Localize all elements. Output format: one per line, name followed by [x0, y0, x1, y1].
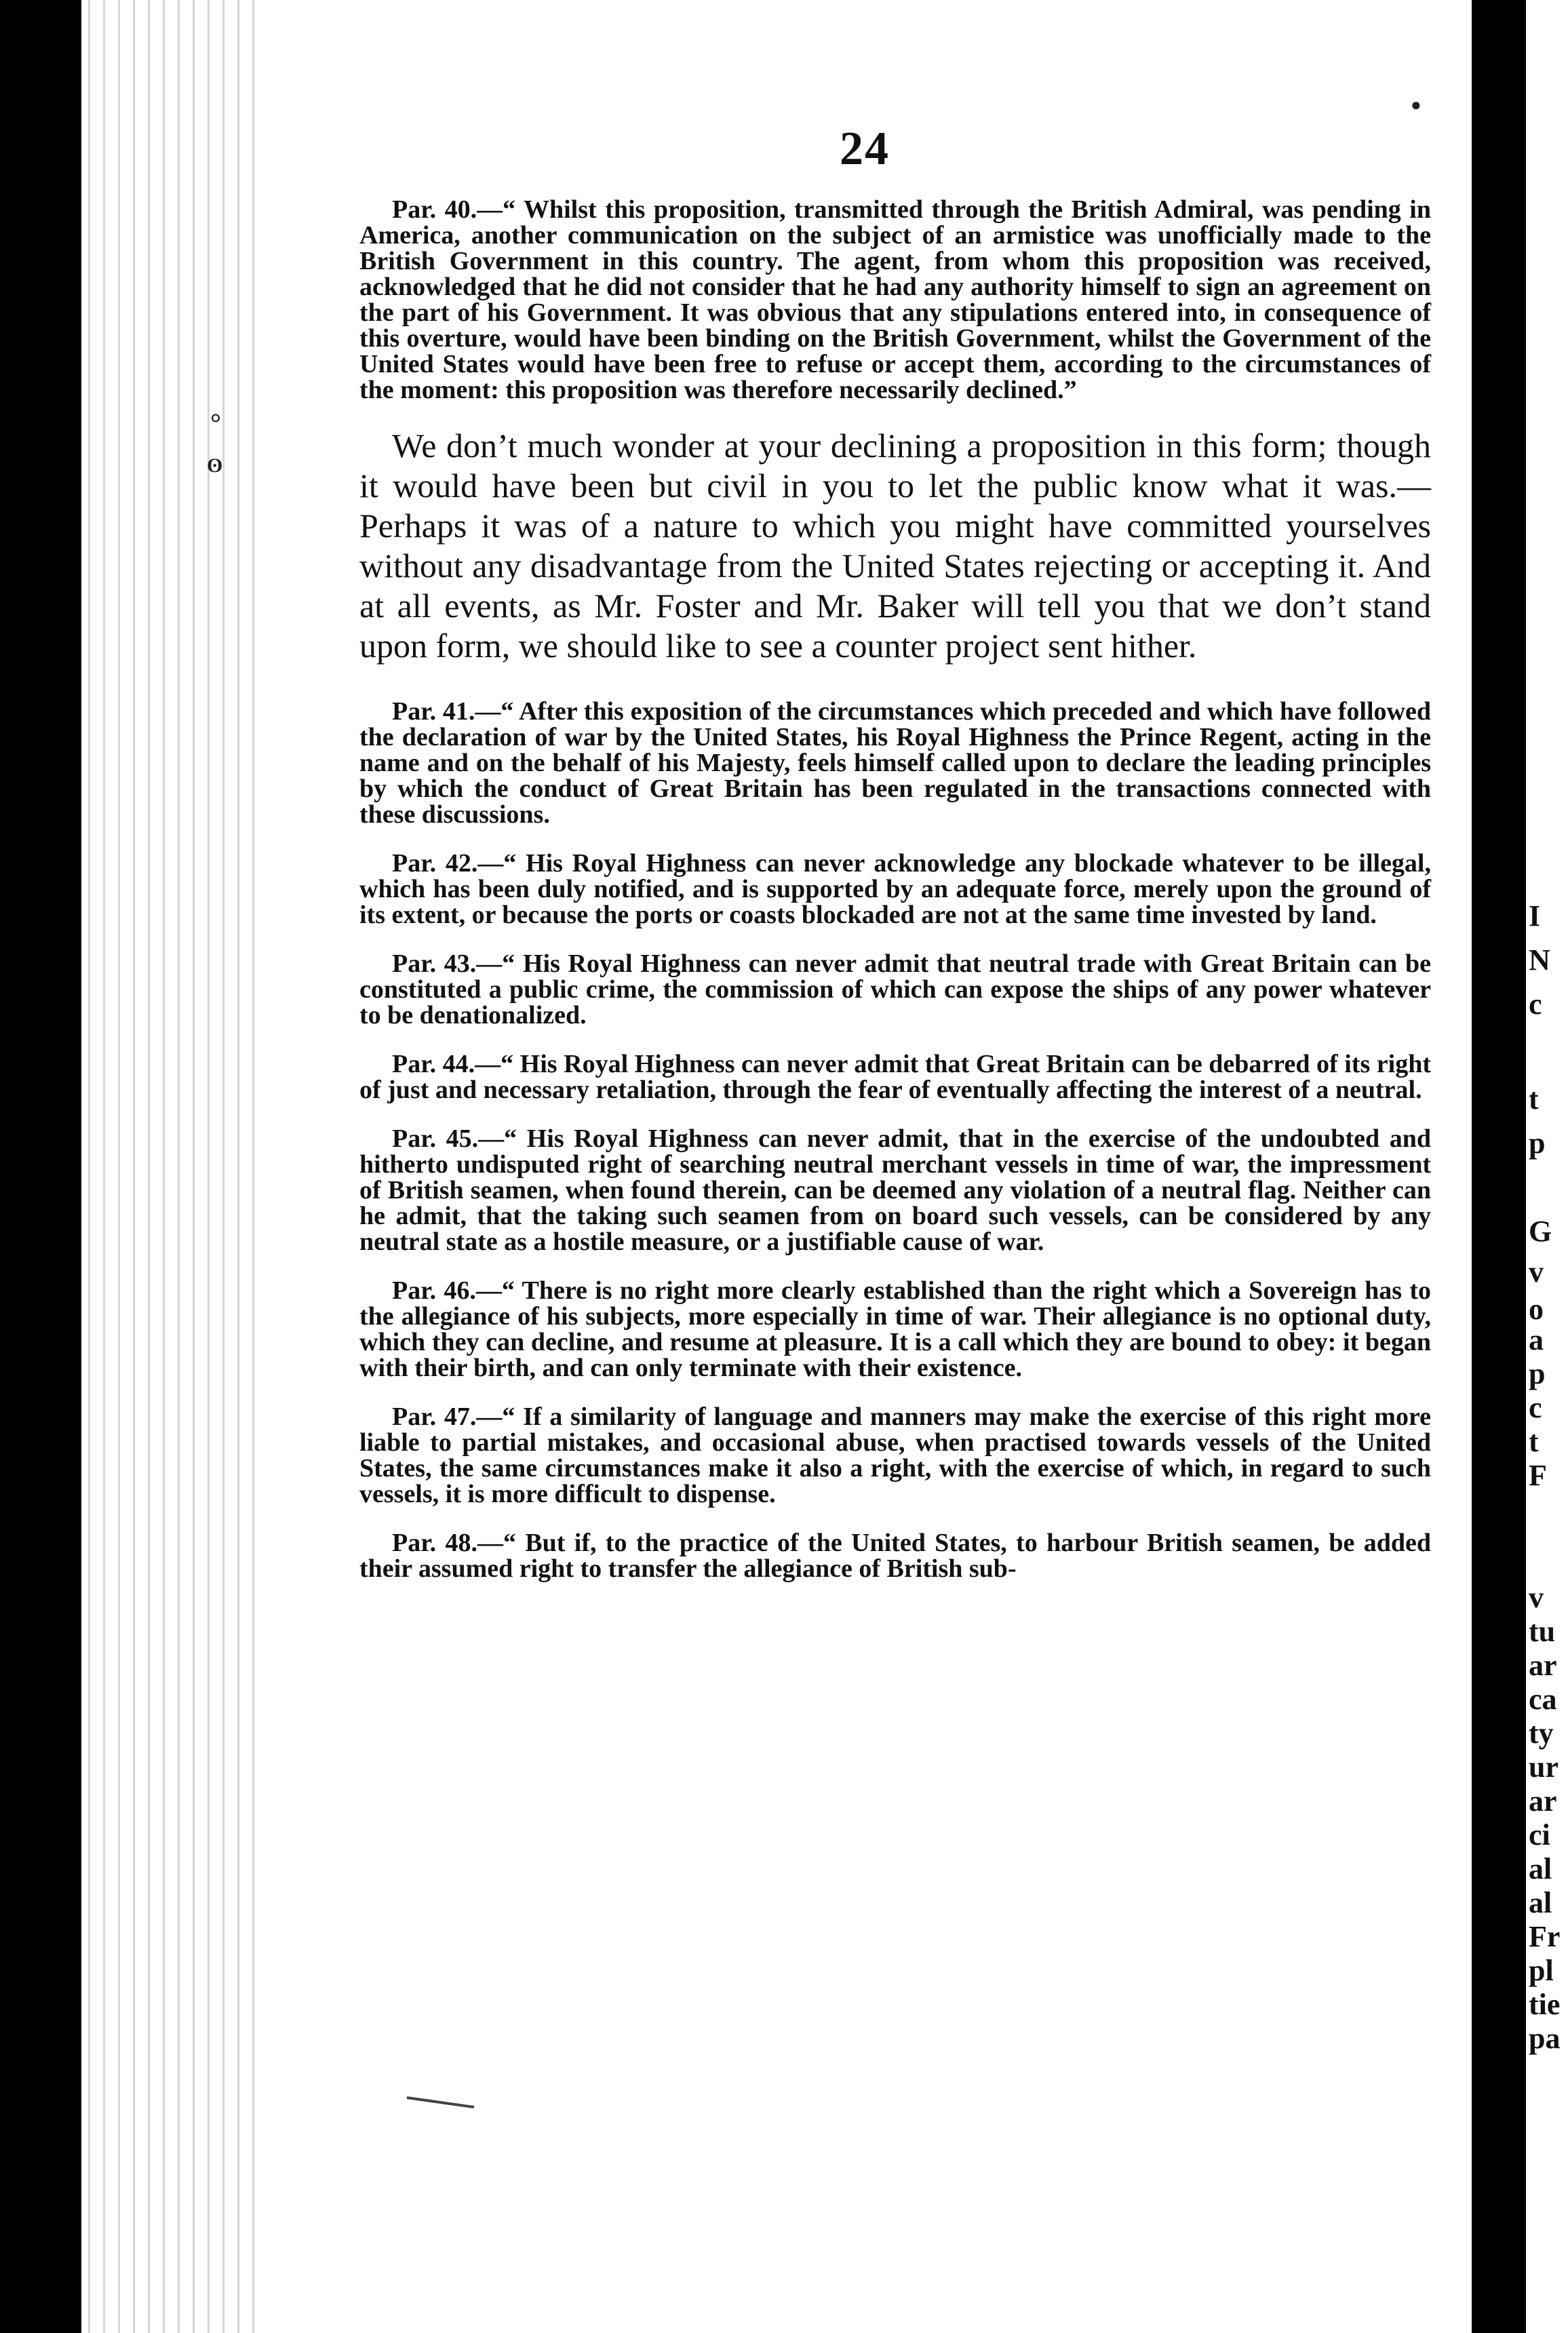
- facing-page-fragment: v: [1529, 1255, 1544, 1289]
- quoted-paragraph: Par. 46.—“ There is no right more clearly established than the right which a Sovereign has to the allegiance of his subjects, more especially in time of war. Their allegiance is no optional duty, which they can decline, and resume at pleasure. It is a call which they are bound to obey: it began with their birth, and can only terminate with their existence.: [359, 1276, 1431, 1382]
- facing-page-fragment: al: [1529, 1852, 1552, 1885]
- facing-page-fragment: G: [1529, 1215, 1552, 1248]
- quoted-paragraph: Par. 40.—“ Whilst this proposition, transmitted through the British Admiral, was pending in America, another communication on the subject of an armistice was unofficially made to the British Government in this country. The agent, from whom this proposition was received, acknowledged that he did not consider that he had any authority himself to sign an agreement on the part of his Government. It was obvious that any stipulations entered into, in consequence of this overture, would have been binding on the British Government, whilst the Government of the United States would have been free to refuse or accept them, according to the circumstances of the moment: this proposition was therefore necessarily declined.”: [359, 195, 1431, 404]
- facing-page-fragment: ar: [1529, 1784, 1557, 1818]
- facing-page-fragment: c: [1529, 987, 1542, 1021]
- facing-page-fragment: ty: [1529, 1717, 1554, 1750]
- quoted-paragraph: Par. 48.—“ But if, to the practice of the United States, to harbour British seamen, be added their assumed right to transfer the allegiance of British sub-: [359, 1529, 1431, 1583]
- facing-page-fragment: t: [1529, 1425, 1539, 1458]
- facing-page-fragment: N: [1529, 943, 1550, 977]
- facing-page-fragment: v: [1529, 1581, 1544, 1614]
- facing-page-fragment: ar: [1529, 1649, 1557, 1682]
- page-body: [359, 197, 1431, 1605]
- ink-dot: ●: [1411, 95, 1422, 115]
- left-margin: [203, 0, 258, 2333]
- quoted-paragraph: Par. 45.—“ His Royal Highness can never admit, that in the exercise of the undoubted and hitherto undisputed right of searching neutral merchant vessels in time of war, the impressment of British seamen, when found therein, can be deemed any violation of a neutral flag. Neither can he admit, that the taking such seamen from on board such vessels, can be considered by any neutral state as a hostile measure, or a justifiable cause of war.: [359, 1124, 1431, 1256]
- facing-page-fragment: pa: [1529, 2022, 1561, 2055]
- facing-page-fragment: ci: [1529, 1818, 1550, 1851]
- facing-page-fragment: tu: [1529, 1615, 1556, 1648]
- quoted-paragraph: Par. 41.—“ After this exposition of the circumstances which preceded and which have followed the declaration of war by the United States, his Royal Highness the Prince Regent, acting in the name and on the behalf of his Majesty, feels himself called upon to declare the leading principles by which the conduct of Great Britain has been regulated in the transactions connected with these discussions.: [359, 697, 1431, 829]
- facing-page-fragment: F: [1529, 1459, 1547, 1492]
- quoted-paragraph: Par. 43.—“ His Royal Highness can never admit that neutral trade with Great Britain can be constituted a public crime, the commission of which can expose the ships of any power whatever to be denationalized.: [359, 949, 1431, 1030]
- facing-page-fragment: p: [1529, 1357, 1546, 1390]
- facing-page-fragment: I: [1529, 899, 1541, 933]
- commentary-paragraph: We don’t much wonder at your declining a proposition in this form; though it would have been but civil in you to let the public know what it was.—Perhaps it was of a nature to which you might have committed yourselves without any disadvantage from the United States rejecting or accepting it. And at all events, as Mr. Foster and Mr. Baker will tell you that we don’t stand upon form, we should like to see a counter project sent hither.: [359, 427, 1431, 665]
- quoted-paragraph: Par. 47.—“ If a similarity of language and manners may make the exercise of this right more liable to partial mistakes, and occasional abuse, when practised towards vessels of the United States, the same circumstances make it also a right, with the exercise of which, in regard to such vessels, it is more difficult to dispense.: [359, 1403, 1431, 1508]
- facing-page-fragment: pl: [1529, 1954, 1554, 1987]
- facing-page-fragment: o: [1529, 1293, 1544, 1326]
- facing-page-fragment: a: [1529, 1323, 1544, 1356]
- facing-page-fragment: Fr: [1529, 1920, 1561, 1953]
- ink-mark: °: [210, 408, 221, 438]
- facing-page-fragment: al: [1529, 1886, 1552, 1919]
- quoted-paragraph: Par. 42.—“ His Royal Highness can never acknowledge any blockade whatever to be illegal, which has been duly notified, and is supported by an adequate force, merely upon the ground of its extent, or because the ports or coasts blockaded are not at the same time invested by land.: [359, 849, 1431, 929]
- facing-page-fragment: p: [1529, 1126, 1546, 1160]
- ink-mark: ʘ: [207, 454, 223, 477]
- facing-page-fragment: t: [1529, 1082, 1539, 1116]
- facing-page-fragment: ur: [1529, 1750, 1559, 1784]
- facing-page-fragment: c: [1529, 1391, 1542, 1424]
- facing-page-fragment: ca: [1529, 1683, 1557, 1716]
- book-page: [258, 0, 1472, 2333]
- facing-page-fragment: tie: [1529, 1988, 1561, 2021]
- facing-page-margin: [1526, 0, 1568, 2333]
- quoted-paragraph: Par. 44.—“ His Royal Highness can never admit that Great Britain can be debarred of its right of just and necessary retaliation, through the fear of eventually affecting the interest of a neutral.: [359, 1050, 1431, 1104]
- page-number: 24: [840, 123, 890, 175]
